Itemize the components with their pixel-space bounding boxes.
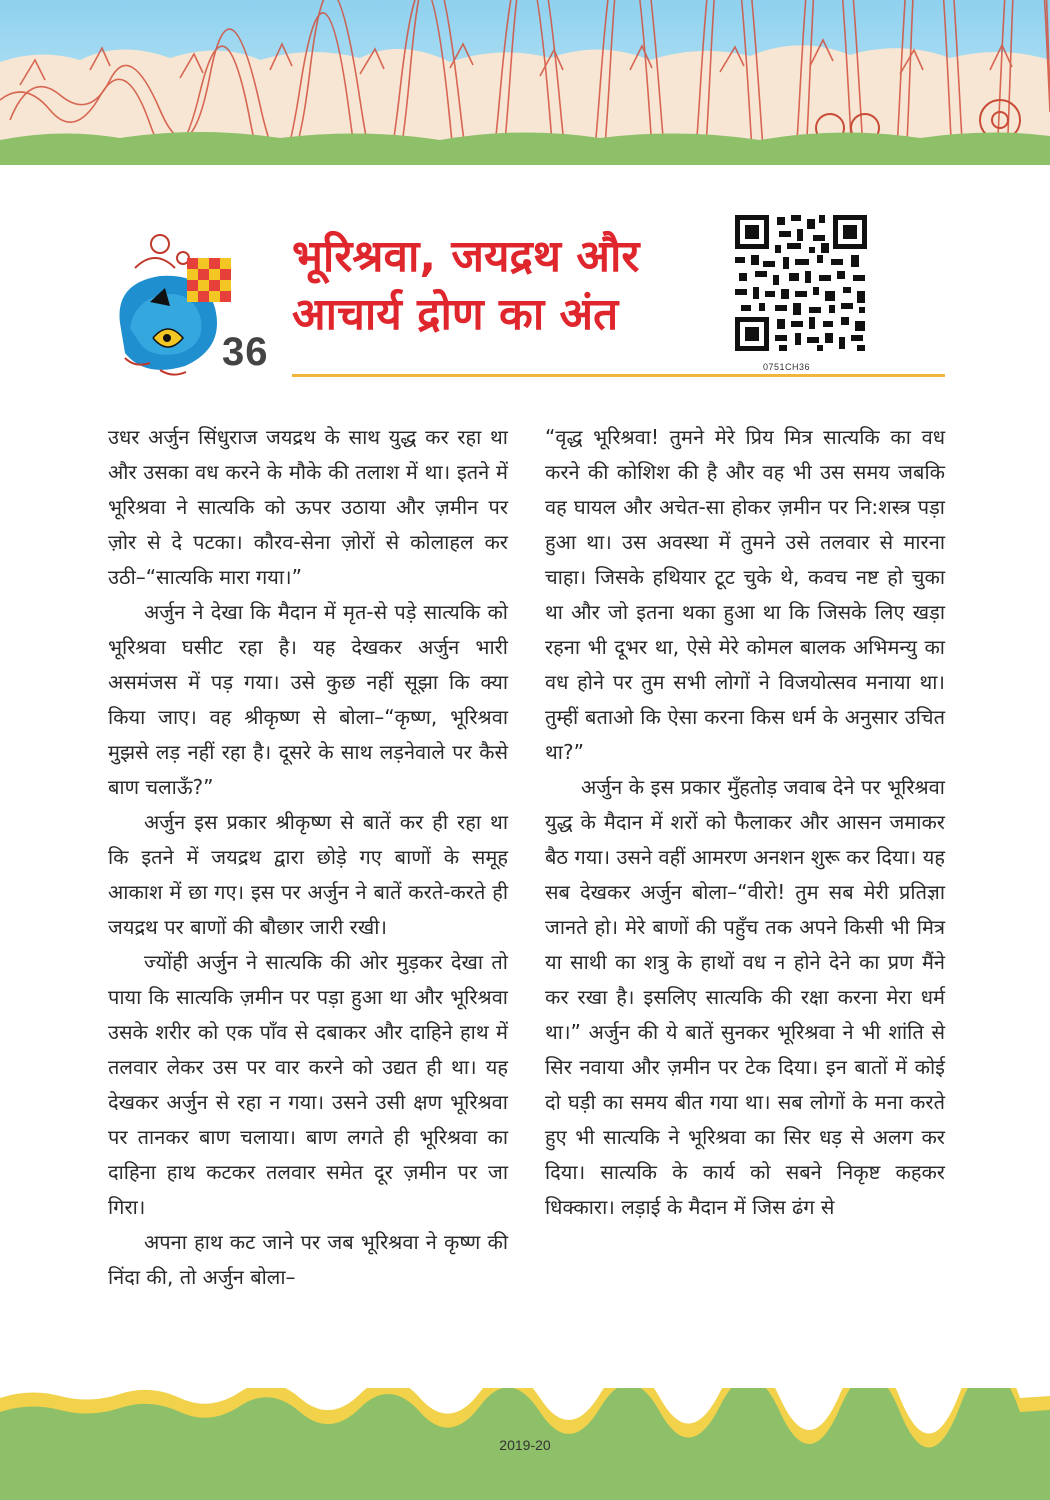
paragraph: अर्जुन के इस प्रकार मुँहतोड़ जवाब देने पर भूरिश्रवा युद्ध के मैदान में शरों को फैलाकर और आसन जमाकर बैठ गया। उसने वहीं आमरण अनशन शुरू कर दिया। यह सब देखकर अर्जुन बोला–“वीरो! तुम सब मेरी प्रतिज्ञा जानते हो। मेरे बाणों की पहुँच तक अपने किसी भी मित्र या साथी का शत्रु के हाथों वध न होने देने का प्रण मैंने कर रखा है। इसलिए सात्यकि की रक्षा करना मेरा धर्म था।” अर्जुन की ये बातें सुनकर भूरिश्रवा ने भी शांति से सिर नवाया और ज़मीन पर टेक दिया। इन बातों में कोई दो घड़ी का समय बीत गया था। सब लोगों के मना करते हुए भी सात्यकि ने भूरिश्रवा का सिर धड़ से अलग कर दिया। सात्यकि के कार्य को सबने निकृष्ट कहकर धिक्कारा। लड़ाई के मैदान में जिस ढंग से: [545, 775, 945, 1219]
paragraph: अपना हाथ कट जाने पर जब भूरिश्रवा ने कृष्ण की निंदा की, तो अर्जुन बोला–: [108, 1230, 508, 1289]
page-number: 2019-20: [499, 1437, 551, 1453]
paragraph: अर्जुन इस प्रकार श्रीकृष्ण से बातें कर ही रहा था कि इतने में जयद्रथ द्वारा छोड़े गए बाणों के समूह आकाश में छा गए। इस पर अर्जुन ने बातें करते-करते ही जयद्रथ पर बाणों की बौछार जारी रखी।: [108, 810, 508, 939]
paragraph: उधर अर्जुन सिंधुराज जयद्रथ के साथ युद्ध कर रहा था और उसका वध करने के मौके की तलाश में था। इतने में भूरिश्रवा ने सात्यकि को ऊपर उठाया और ज़मीन पर ज़ोर से दे पटका। कौरव-सेना ज़ोरों से कोलाहल कर उठी–“सात्यकि मारा गया।”: [108, 425, 508, 589]
paragraph: “वृद्ध भूरिश्रवा! तुमने मेरे प्रिय मित्र सात्यकि का वध करने की कोशिश की है और वह भी उस समय जबकि वह घायल और अचेत-सा होकर ज़मीन पर नि:शस्त्र पड़ा हुआ था। उस अवस्था में तुमने उसे तलवार से मारना चाहा। जिसके हथियार टूट चुके थे, कवच नष्ट हो चुका था और जो इतना थका हुआ था कि जिसके लिए खड़ा रहना भी दूभर था, ऐसे मेरे कोमल बालक अभिमन्यु का वध होने पर तुम सभी लोगों ने विजयोत्सव मनाया था। तुम्हीं बताओ कि ऐसा करना किस धर्म के अनुसार उचित था?”: [545, 425, 945, 764]
title-divider: [292, 374, 945, 377]
paragraph: ज्योंही अर्जुन ने सात्यकि की ओर मुड़कर देखा तो पाया कि सात्यकि ज़मीन पर पड़ा हुआ था और भूरिश्रवा उसके शरीर को एक पाँव से दबाकर और दाहिने हाथ में तलवार लेकर उस पर वार करने को उद्यत ही था। यह देखकर अर्जुन से रहा न गया। उसने उसी क्षण भूरिश्रवा पर तानकर बाण चलाया। बाण लगते ही भूरिश्रवा का दाहिना हाथ कटकर तलवार समेत दूर ज़मीन पर जा गिरा।: [108, 950, 508, 1219]
title-line-1: भूरिश्रवा, जयद्रथ और: [292, 231, 640, 282]
qr-code-icon[interactable]: [733, 213, 869, 353]
mahabharata-battle-illustration: [0, 0, 1050, 165]
paragraph: अर्जुन ने देखा कि मैदान में मृत-से पड़े सात्यकि को भूरिश्रवा घसीट रहा है। यह देखकर अर्जुन भारी असमंजस में पड़ गया। उसे कुछ नहीं सूझा कि क्या किया जाए। वह श्रीकृष्ण से बोला–“कृष्ण, भूरिश्रवा मुझसे लड़ नहीं रहा है। दूसरे के साथ लड़नेवाले पर कैसे बाण चलाऊँ?”: [108, 600, 508, 799]
title-line-2: आचार्य द्रोण का अंत: [292, 289, 619, 340]
right-column: [545, 420, 945, 1225]
left-column: [108, 420, 508, 1295]
qr-code-label: 0751CH36: [763, 362, 811, 372]
page-title: [292, 228, 722, 344]
chapter-number: 36: [222, 330, 269, 374]
